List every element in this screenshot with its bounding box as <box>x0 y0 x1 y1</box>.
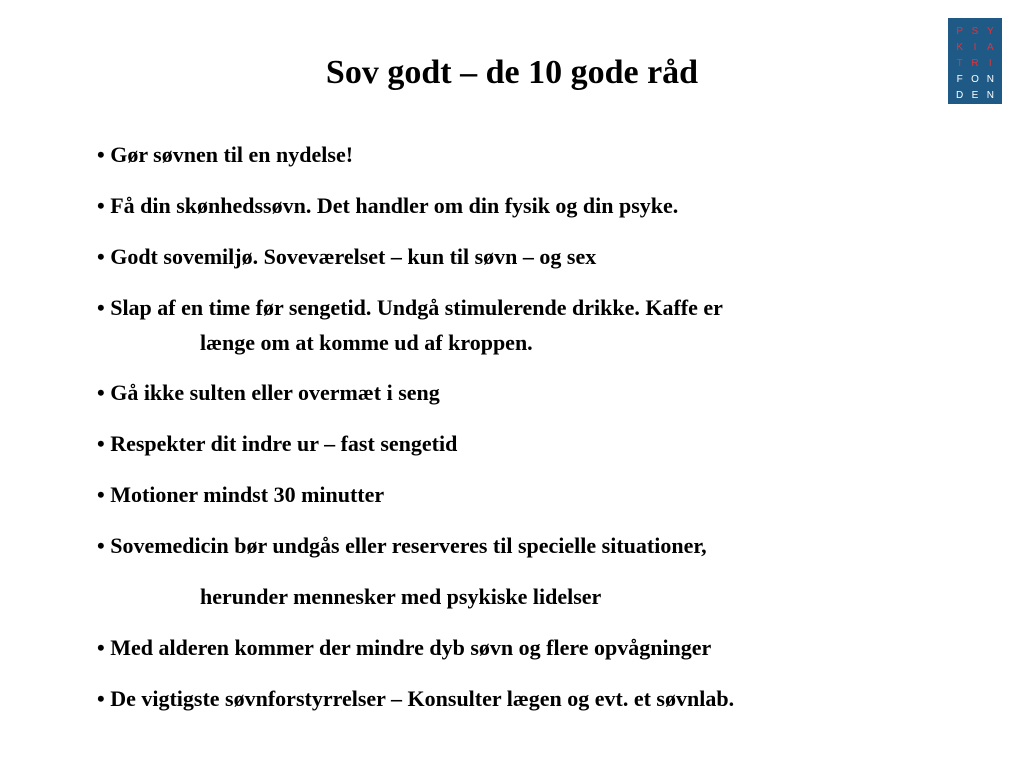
logo-letter: Y <box>986 26 994 37</box>
list-item <box>97 682 977 715</box>
logo-row-2 <box>952 40 998 56</box>
logo-letter: N <box>986 90 994 101</box>
list-item <box>97 138 977 171</box>
bullet-continuation: længe om at komme ud af kroppen. <box>200 330 533 355</box>
bullet-text: • Slap af en time før sengetid. Undgå stimulerende drikke. Kaffe er <box>97 295 723 320</box>
logo-letter: P <box>956 26 963 37</box>
logo-letter: I <box>973 42 977 53</box>
list-item <box>97 291 977 362</box>
psykiatrifonden-logo <box>948 18 1002 104</box>
logo-row-3 <box>952 56 998 72</box>
logo-letter: R <box>971 58 979 69</box>
list-item <box>97 240 977 273</box>
bullet-text: • De vigtigste søvnforstyrrelser – Konsulter lægen og evt. et søvnlab. <box>97 686 735 711</box>
list-item <box>97 189 977 222</box>
logo-letter: E <box>971 90 979 101</box>
logo-letter: T <box>956 58 963 69</box>
bullet-text: • Med alderen kommer der mindre dyb søvn og flere opvågninger <box>97 635 712 660</box>
bullet-text: • Motioner mindst 30 minutter <box>97 482 385 507</box>
list-item <box>97 427 977 460</box>
logo-row-4 <box>952 72 998 88</box>
logo-row-1 <box>952 24 998 40</box>
bullet-text: • Sovemedicin bør undgås eller reserveres til specielle situationer, <box>97 533 707 558</box>
list-item <box>97 529 977 562</box>
logo-letter: A <box>986 42 994 53</box>
bullet-text: • Gør søvnen til en nydelse! <box>97 142 354 167</box>
bullet-text: • Respekter dit indre ur – fast sengetid <box>97 431 458 456</box>
list-item <box>97 478 977 511</box>
list-item <box>97 376 977 409</box>
logo-letter: S <box>971 26 979 37</box>
logo-letter: F <box>956 74 963 85</box>
logo-letter: I <box>988 58 992 69</box>
bullet-text: • Få din skønhedssøvn. Det handler om din fysik og din psyke. <box>97 193 679 218</box>
logo-letter: O <box>971 74 979 85</box>
logo-row-5 <box>952 88 998 104</box>
slide-title: Sov godt – de 10 gode råd <box>325 54 699 91</box>
bullet-text: • Godt sovemiljø. Soveværelset – kun til søvn – og sex <box>97 244 597 269</box>
list-item-continuation <box>97 580 977 613</box>
list-item <box>97 631 977 664</box>
advice-list <box>97 138 977 733</box>
logo-letter: D <box>956 90 964 101</box>
bullet-continuation: herunder mennesker med psykiske lidelser <box>200 584 602 609</box>
bullet-text: • Gå ikke sulten eller overmæt i seng <box>97 380 440 405</box>
logo-letter: K <box>956 42 963 53</box>
logo-letter: N <box>986 74 994 85</box>
